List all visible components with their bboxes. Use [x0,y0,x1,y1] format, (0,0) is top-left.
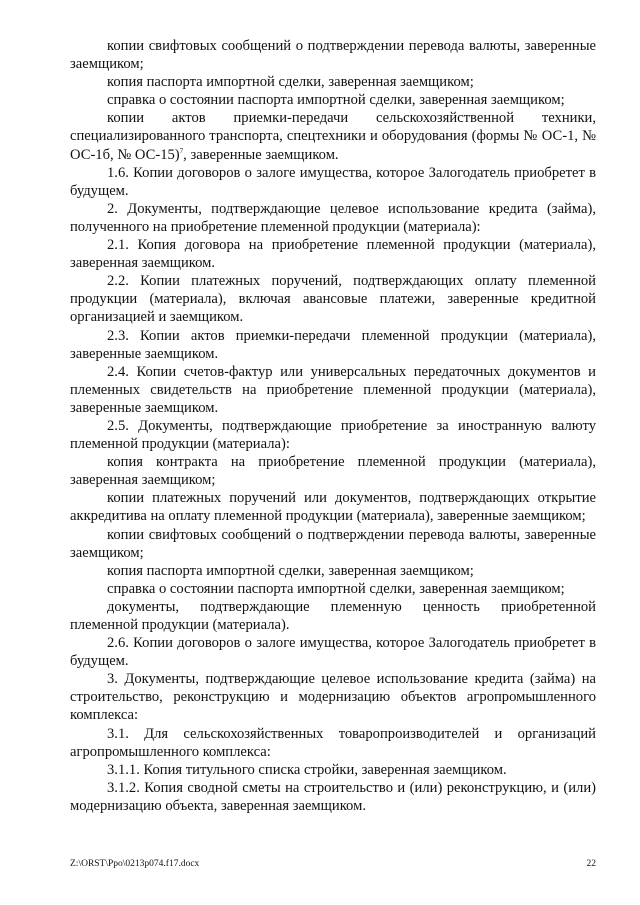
paragraph [70,109,596,163]
paragraph: 3.1.2. Копия сводной сметы на строительство и (или) реконструкцию, и (или) модернизацию объекта, заверенная заемщиком. [70,779,596,814]
footnote-marker: 7 [179,146,184,155]
paragraph: 3.1.1. Копия титульного списка стройки, заверенная заемщиком. [107,761,507,778]
paragraph: 2.3. Копии актов приемки-передачи племенной продукции (материала), заверенные заемщиком. [70,327,596,362]
paragraph: копии платежных поручений или документов, подтверждающих открытие аккредитива на оплату племенной продукции (материала), заверенные заемщиком; [70,490,596,525]
paragraph: справка о состоянии паспорта импортной сделки, заверенная заемщиком; [107,580,565,597]
paragraph: копия паспорта импортной сделки, заверенная заемщиком; [107,74,474,91]
page-number: 22 [586,859,596,869]
paragraph: копия контракта на приобретение племенной продукции (материала), заверенная заемщиком; [70,454,596,489]
paragraph: 2.4. Копии счетов-фактур или универсальных передаточных документов и племенных свидетельств на приобретение племенной продукции (материала), заверенные заемщиком. [70,363,596,416]
paragraph: копии свифтовых сообщений о подтверждении перевода валюты, заверенные заемщиком; [70,526,596,561]
paragraph: 2.5. Документы, подтверждающие приобретение за иностранную валюту племенной продукции (материала): [70,417,596,453]
paragraph: 2.1. Копия договора на приобретение племенной продукции (материала), заверенная заемщиком. [70,237,596,272]
paragraph-text: копии актов приемки-передачи сельскохозяйственной техники, специализированного транспорта, спецтехники и оборудования (формы № ОС-1, № ОС-1б, № ОС-15) [70,110,596,163]
paragraph: 2. Документы, подтверждающие целевое использование кредита (займа), полученного на приобретение племенной продукции (материала): [70,200,596,235]
paragraph: 3.1. Для сельскохозяйственных товаропроизводителей и организаций агропромышленного комплекса: [70,725,596,760]
paragraph: 2.2. Копии платежных поручений, подтверждающих оплату племенной продукции (материала), включая авансовые платежи, заверенные кредитной организацией и заемщиком. [70,273,596,326]
paragraph: копии свифтовых сообщений о подтверждении перевода валюты, заверенные заемщиком; [70,38,596,73]
paragraph: 2.6. Копии договоров о залоге имущества, которое Залогодатель приобретет в будущем. [70,635,596,670]
file-path: Z:\ORST\Ppo\0213p074.f17.docx [70,859,200,869]
paragraph-tail: , заверенные заемщиком. [183,146,339,163]
paragraph: справка о состоянии паспорта импортной сделки, заверенная заемщиком; [107,92,565,109]
document-body [70,37,596,815]
paragraph: 3. Документы, подтверждающие целевое использование кредита (займа) на строительство, реконструкцию и модернизацию объектов агропромышленного комплекса: [70,671,596,724]
paragraph: документы, подтверждающие племенную ценность приобретенной племенной продукции (материала). [70,598,596,633]
paragraph: копия паспорта импортной сделки, заверенная заемщиком; [107,562,474,579]
page-footer [70,857,596,871]
paragraph: 1.6. Копии договоров о залоге имущества, которое Залогодатель приобретет в будущем. [70,164,596,199]
